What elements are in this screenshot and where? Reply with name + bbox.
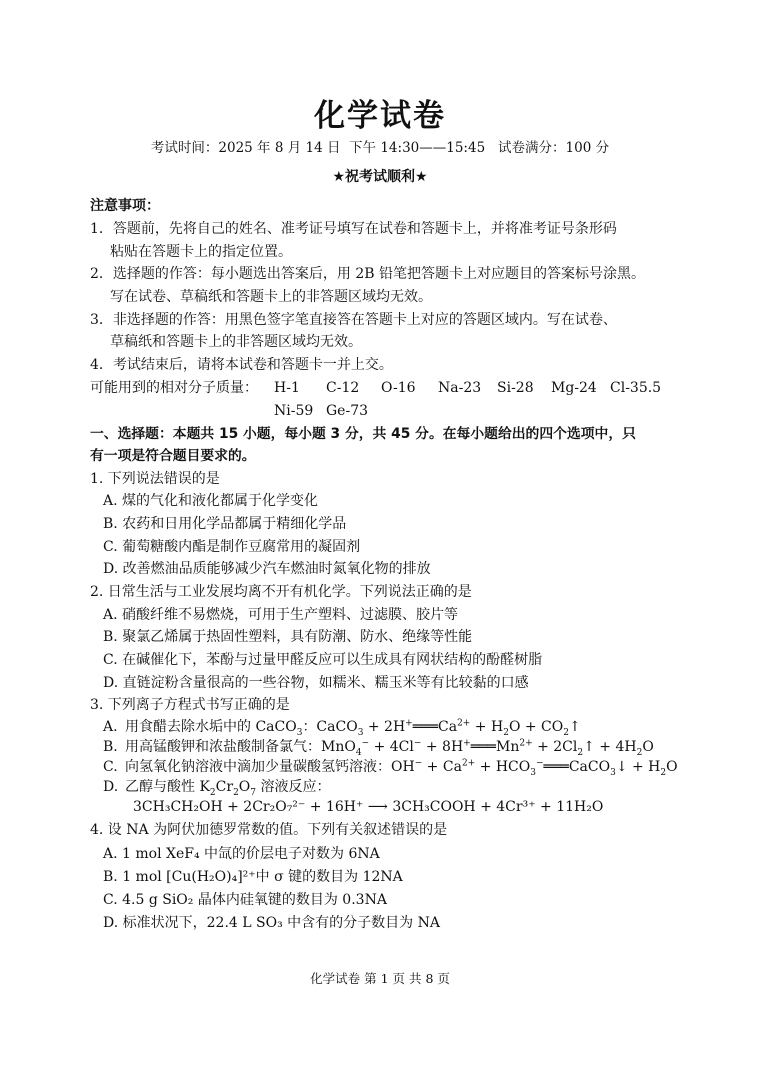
q2-option-d: D. 直链淀粉含量很高的一些谷物，如糯米、糯玉米等有比较黏的口感: [103, 675, 529, 691]
mass-item: Cl-35.5: [610, 380, 662, 396]
note-4: 4．考试结束后，请将本试卷和答题卡一并上交。: [90, 357, 393, 373]
q4-stem: 4. 设 NA 为阿伏加德罗常数的值。下列有关叙述错误的是: [90, 822, 448, 838]
section-1-heading-line-1: 一、选择题：本题共 15 小题，每小题 3 分，共 45 分。在每小题给出的四个选项中，只: [90, 426, 636, 442]
q3-option-c: C. 向氢氧化钠溶液中滴加少量碳酸氢钙溶液：$OH^- + Ca^{2+}$ + $HCO_3^-═══CaCO_3↓ + H_2O$: [103, 758, 678, 778]
q1-option-c: C. 葡萄糖酸内酯是制作豆腐常用的凝固剂: [103, 539, 361, 555]
note-3-line-1: 3．非选择题的作答：用黑色签字笔直接答在答题卡上对应的答题区域内。写在试卷、: [90, 312, 617, 328]
notes-heading: 注意事项：: [90, 198, 160, 214]
q2-option-c: C. 在碱催化下，苯酚与过量甲醛反应可以生成具有网状结构的酚醛树脂: [103, 652, 543, 668]
q4-option-a: A. 1 mol XeF₄ 中氙的价层电子对数为 6NA: [103, 846, 380, 862]
note-1-line-1: 1．答题前，先将自己的姓名、准考证号填写在试卷和答题卡上，并将准考证号条形码: [90, 221, 617, 237]
q4-option-d: D. 标准状况下，22.4 L SO₃ 中含有的分子数目为 NA: [103, 915, 440, 931]
note-1-line-2: 粘贴在答题卡上的指定位置。: [110, 244, 292, 260]
mass-item: Na-23: [438, 380, 482, 396]
q1-option-a: A. 煤的气化和液化都属于化学变化: [103, 493, 319, 509]
mass-item: Ge-73: [326, 403, 369, 419]
mass-item: O-16: [381, 380, 416, 396]
q1-option-d: D. 改善燃油品质能够减少汽车燃油时氮氧化物的排放: [103, 561, 431, 577]
mass-item: Si-28: [497, 380, 534, 396]
q3-option-d-equation: 3CH₃CH₂OH + 2Cr₂O₇²⁻ + 16H⁺ ⟶ 3CH₃COOH + 4Cr³⁺ + 11H₂O: [133, 799, 604, 815]
mass-item: C-12: [326, 380, 360, 396]
exam-info: 考试时间：2025 年 8 月 14 日 下午 14:30——15:45 试卷满分：100 分: [150, 140, 610, 156]
q2-option-b: B. 聚氯乙烯属于热固性塑料，具有防潮、防水、绝缘等性能: [103, 629, 473, 645]
q3-option-d: D. 乙醇与酸性 $K_2Cr_2O_7$ 溶液反应：: [103, 779, 331, 798]
mass-item: Mg-24: [551, 380, 597, 396]
good-luck-line: ★祝考试顺利★: [332, 169, 428, 185]
q3-option-b: B. 用高锰酸钾和浓盐酸制备氯气：$MnO_4^- + 4Cl^- + 8H^+═══Mn^{2+}$ + $2Cl_2↑ + 4H_2O$: [103, 738, 654, 758]
q4-option-b: B. 1 mol [Cu(H₂O)₄]²⁺中 σ 键的数目为 12NA: [103, 869, 403, 885]
masses-label: 可能用到的相对分子质量：: [90, 380, 258, 396]
q3-option-a: A. 用食醋去除水垢中的 CaCO$_3$：CaCO$_3$ + $2H^+═══Ca^{2+} + H_2O$ + $CO_2↑$: [103, 718, 581, 738]
mass-item: H-1: [274, 380, 300, 396]
q2-stem: 2. 日常生活与工业发展均离不开有机化学。下列说法正确的是: [90, 584, 472, 600]
q3-stem: 3. 下列离子方程式书写正确的是: [90, 697, 290, 713]
q1-option-b: B. 农药和日用化学品都属于精细化学品: [103, 516, 347, 532]
page-title: 化学试卷: [314, 98, 446, 134]
mass-item: Ni-59: [274, 403, 314, 419]
note-3-line-2: 草稿纸和答题卡上的非答题区域均无效。: [110, 334, 362, 350]
note-2-line-2: 写在试卷、草稿纸和答题卡上的非答题区域均无效。: [110, 289, 432, 305]
q4-option-c: C. 4.5 g SiO₂ 晶体内硅氧键的数目为 0.3NA: [103, 892, 387, 908]
section-1-heading-line-2: 有一项是符合题目要求的。: [90, 448, 256, 464]
q1-stem: 1. 下列说法错误的是: [90, 471, 220, 487]
note-2-line-1: 2．选择题的作答：每小题选出答案后，用 2B 铅笔把答题卡上对应题目的答案标号涂黑。: [90, 266, 646, 282]
page-footer: 化学试卷 第 1 页 共 8 页: [310, 971, 450, 986]
q2-option-a: A. 硝酸纤维不易燃烧，可用于生产塑料、过滤膜、胶片等: [103, 607, 459, 623]
